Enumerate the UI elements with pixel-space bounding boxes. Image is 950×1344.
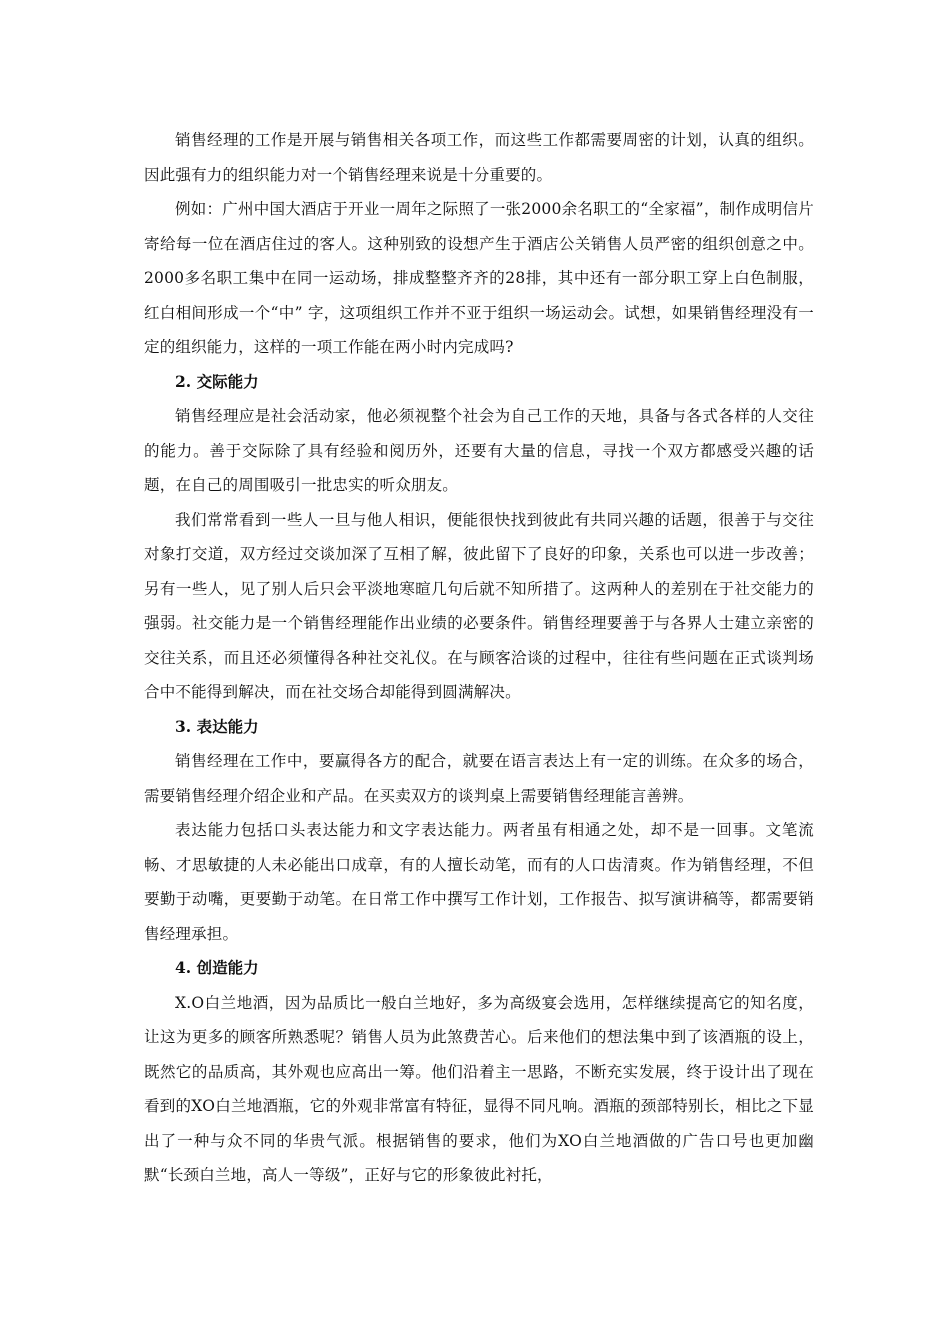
document-page [144,123,814,1193]
section-heading: 3. 表达能力 [175,716,259,736]
paragraph: 销售经理应是社会活动家，他必须视整个社会为自己工作的天地，具备与各式各样的人交往的能力。善于交际除了具有经验和阅历外，还要有大量的信息，寻找一个双方都感受兴趣的话题，在自己的周围吸引一批忠实的听众朋友。 [144,407,814,494]
paragraph: 销售经理在工作中，要赢得各方的配合，就要在语言表达上有一定的训练。在众多的场合，需要销售经理介绍企业和产品。在买卖双方的谈判桌上需要销售经理能言善辨。 [144,752,814,805]
paragraph: 例如：广州中国大酒店于开业一周年之际照了一张2000余名职工的“全家福”，制作成明信片寄给每一位在酒店住过的客人。这种别致的设想产生于酒店公关销售人员严密的组织创意之中。2000多名职工集中在同一运动场，排成整整齐齐的28排，其中还有一部分职工穿上白色制服，红白相间形成一个“中” 字，这项组织工作并不亚于组织一场运动会。试想，如果销售经理没有一定的组织能力，这样的一项工作能在两小时内完成吗? [144,200,814,356]
paragraph: 我们常常看到一些人一旦与他人相识，便能很快找到彼此有共同兴趣的话题，很善于与交往对象打交道，双方经过交谈加深了互相了解，彼此留下了良好的印象，关系也可以进一步改善；另有一些人，见了别人后只会平淡地寒暄几句后就不知所措了。这两种人的差别在于社交能力的强弱。社交能力是一个销售经理能作出业绩的必要条件。销售经理要善于与各界人士建立亲密的交往关系，而且还必须懂得各种社交礼仪。在与顾客洽谈的过程中，往往有些问题在正式谈判场合中不能得到解决，而在社交场合却能得到圆满解决。 [144,510,814,701]
paragraph: 销售经理的工作是开展与销售相关各项工作，而这些工作都需要周密的计划，认真的组织。因此强有力的组织能力对一个销售经理来说是十分重要的。 [144,131,814,184]
section-heading: 4. 创造能力 [175,958,259,977]
section-heading: 2. 交际能力 [175,371,259,391]
paragraph: 表达能力包括口头表达能力和文字表达能力。两者虽有相通之处，却不是一回事。文笔流畅、才思敏捷的人未必能出口成章，有的人擅长动笔，而有的人口齿清爽。作为销售经理，不但要勤于动嘴，更要勤于动笔。在日常工作中撰写工作计划，工作报告、拟写演讲稿等，都需要销售经理承担。 [144,821,814,943]
paragraph: X.O白兰地酒，因为品质比一般白兰地好，多为高级宴会选用，怎样继续提高它的知名度，让这为更多的顾客所熟悉呢？销售人员为此煞费苦心。后来他们的想法集中到了该酒瓶的设上，既然它的品质高，其外观也应高出一筹。他们沿着主一思路，不断充实发展，终于设计出了现在看到的XO白兰地酒瓶，它的外观非常富有特征，显得不同凡响。酒瓶的颈部特别长，相比之下显出了一种与众不同的华贵气派。根据销售的要求，他们为XO白兰地酒做的广告口号也更加幽默“长颈白兰地，高人一等级”，正好与它的形象彼此衬托， [144,993,814,1184]
